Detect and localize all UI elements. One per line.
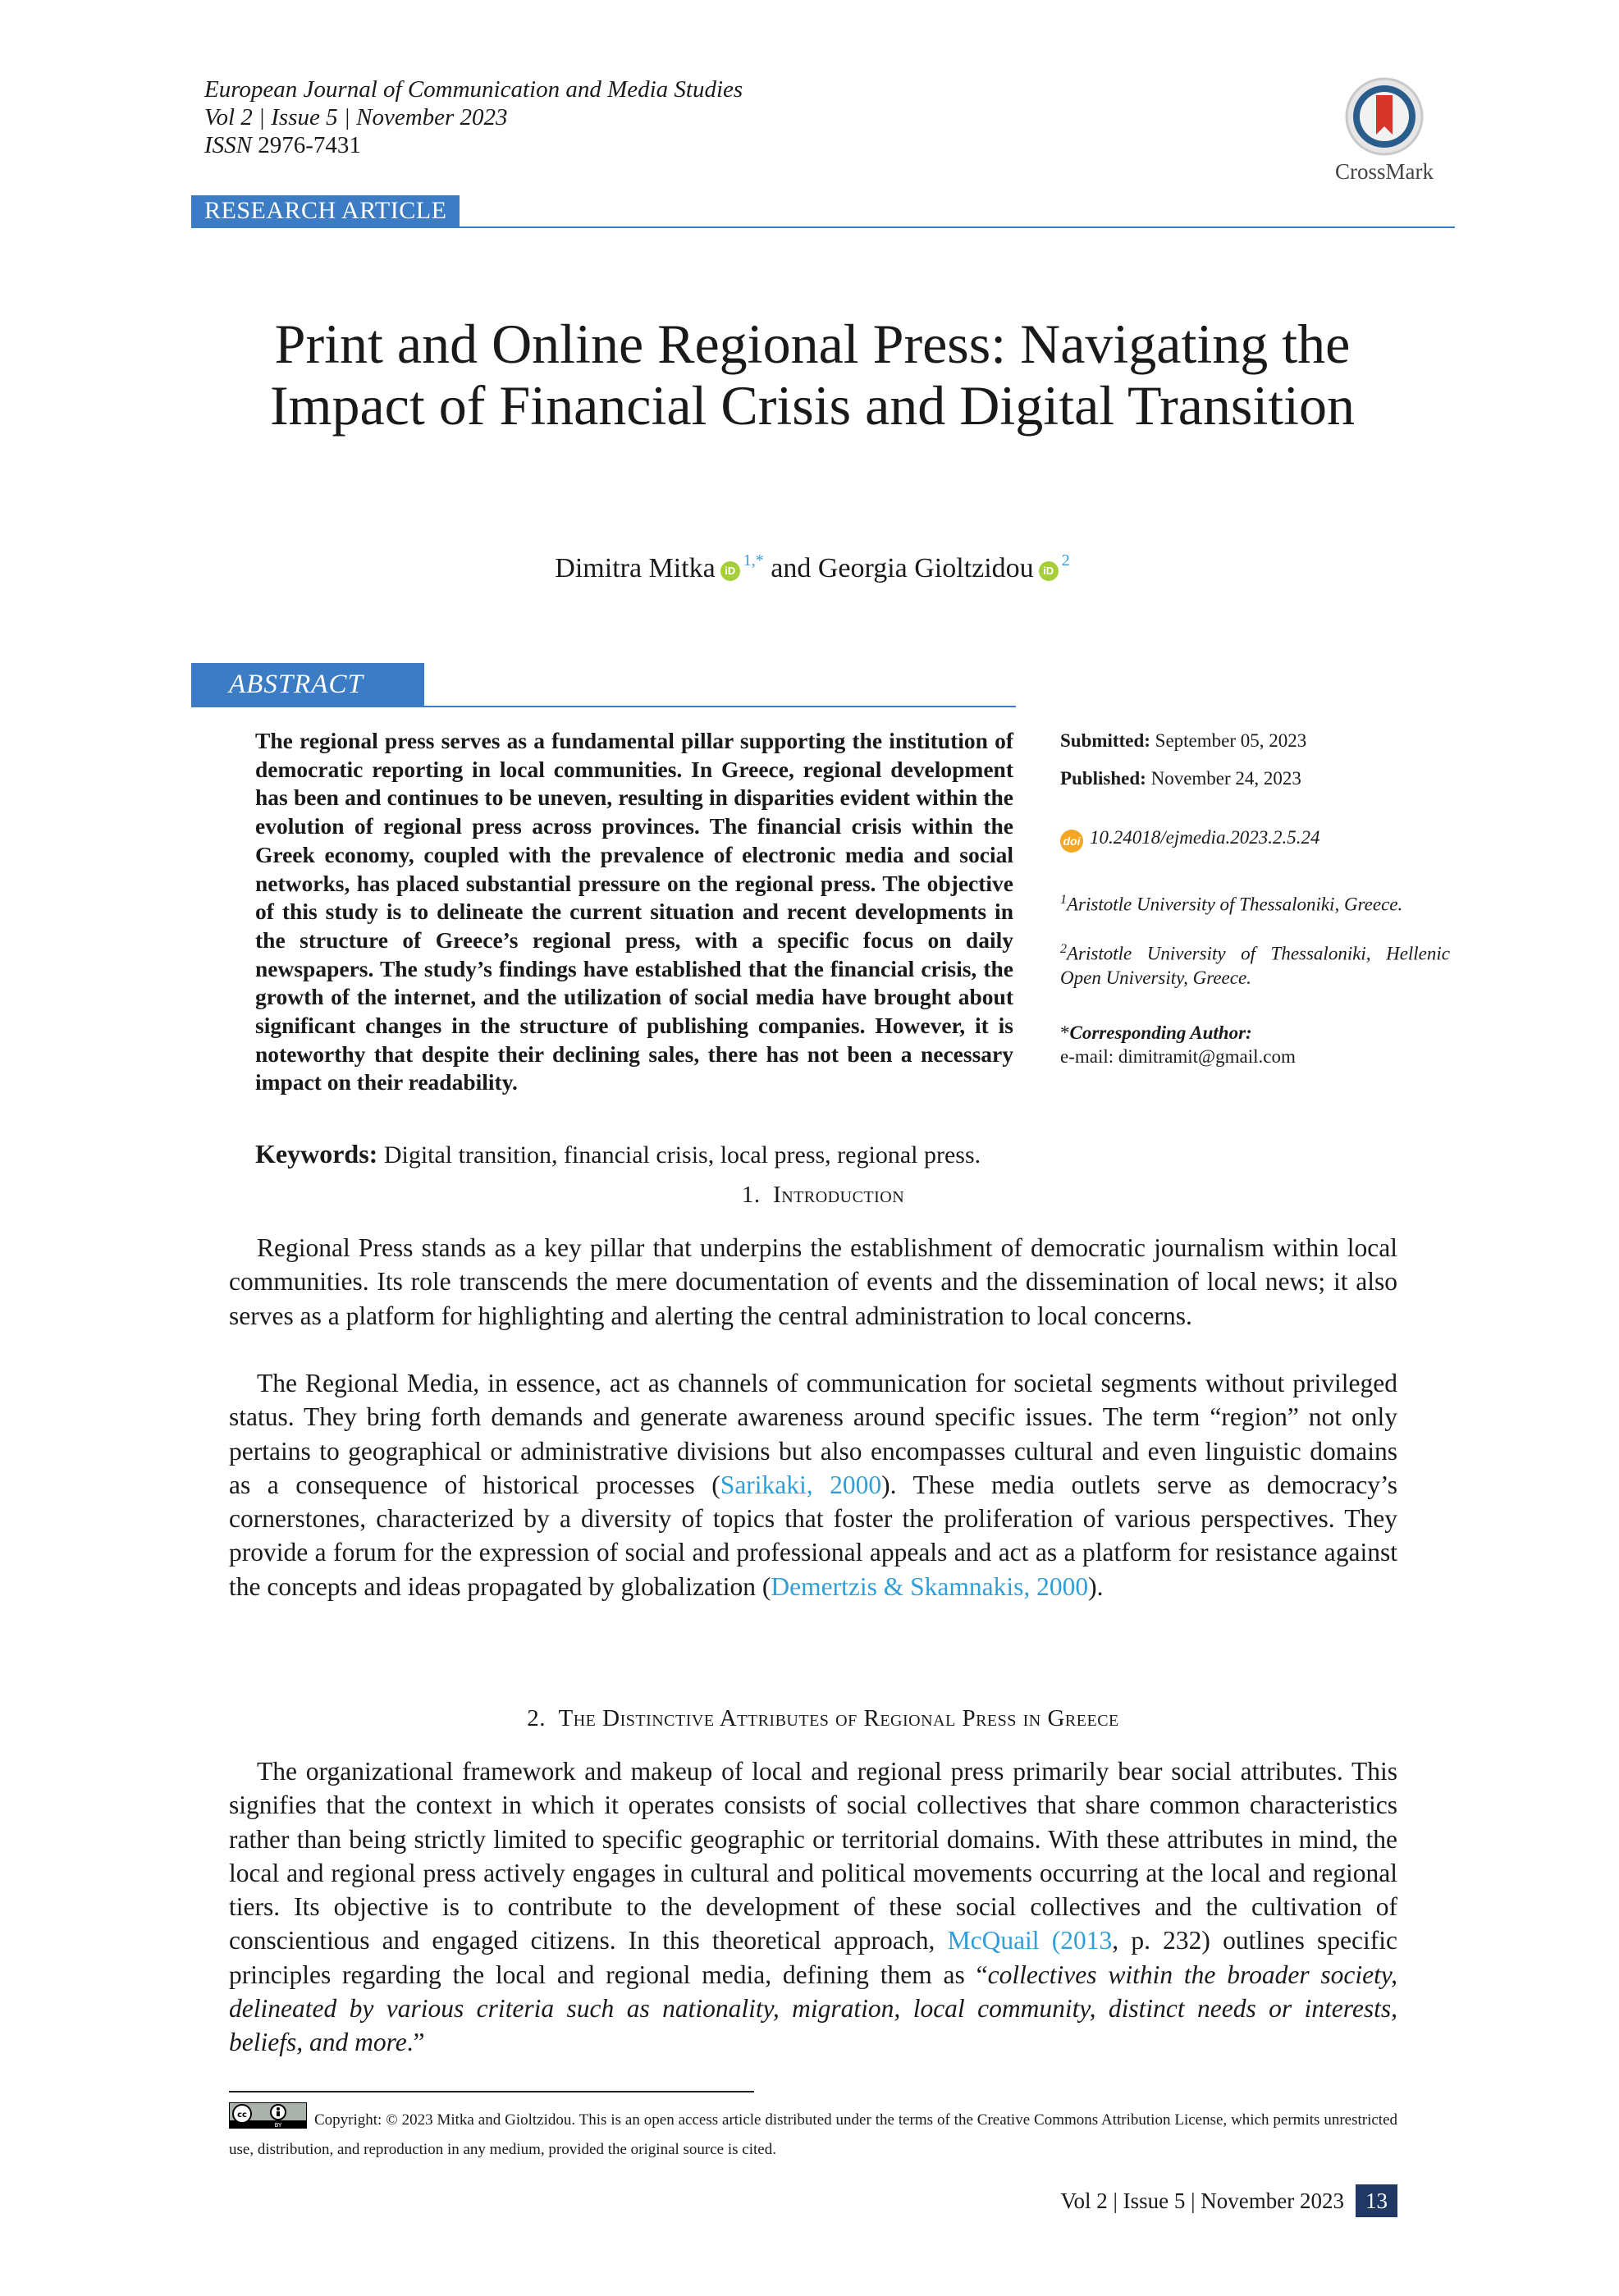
- abstract-label: ABSTRACT: [191, 663, 424, 706]
- published-date: November 24, 2023: [1150, 768, 1301, 789]
- section-1-paragraph-2: The Regional Media, in essence, act as channels of communication for societal segments without privileged status. They bring forth demands and generate awareness around specific issues. The term “region” not only pertains to geographical or administrative divisions but also encompasses cultural and even linguistic domains as a consequence of historical processes (Sarikaki, 2000). These media outlets serve as democracy’s cornerstones, characterized by a diversity of topics that foster the proliferation of various perspectives. They provide a forum for the expression of social and professional appeals and act as a platform for resistance against the concepts and ideas propagated by globalization (Demertzis & Skamnakis, 2000).: [229, 1369, 1397, 1601]
- corresponding-label: Corresponding Author:: [1069, 1022, 1252, 1043]
- footer-issue: Vol 2 | Issue 5 | November 2023: [1060, 2189, 1344, 2213]
- author-2-affiliation-mark: 2: [1061, 551, 1070, 569]
- section-2-paragraph-1: The organizational framework and makeup of local and regional press primarily bear social attributes. This signifies that the context in which it operates consists of social collectives that share common characteristics rather than being strictly limited to specific geographic or territorial domains. With these attributes in mind, the local and regional press actively engages in cultural and political movements occurring at the local and regional tiers. Its objective is to contribute to the development of these social collectives and the cultivation of conscientious and engaged citizens. In this theoretical approach, McQuail (2013, p. 232) outlines specific principles regarding the local and regional media, defining them as “collectives within the broader society, delineated by various criteria such as nationality, migration, local community, distinct needs or interests, beliefs, and more.”: [229, 1757, 1397, 2057]
- crossmark-icon: [1343, 75, 1425, 158]
- issn-label: ISSN: [204, 132, 252, 158]
- affiliation-2-number: 2: [1060, 942, 1067, 956]
- page-number: 13: [1356, 2184, 1397, 2217]
- svg-text:cc: cc: [237, 2111, 247, 2120]
- issn-number: 2976-7431: [258, 132, 361, 158]
- corresponding-author: [1060, 1021, 1450, 1068]
- affiliation-1-number: 1: [1060, 893, 1067, 907]
- published-info: [1060, 766, 1450, 790]
- section-1-paragraph-1: Regional Press stands as a key pillar that underpins the establishment of democratic journalism within local communities. Its role transcends the mere documentation of events and the dissemination of local news; it also serves as a platform for highlighting and alerting the central administration to local concerns.: [229, 1233, 1397, 1330]
- copyright-notice: Copyright: © 2023 Mitka and Gioltzidou. This is an open access article distributed under the terms of the Creative Commons Attribution License, which permits unrestricted use, distribution, and reproduction in any medium, provided the original source is cited.: [229, 2111, 1397, 2158]
- submitted-label: Submitted:: [1060, 730, 1150, 751]
- section-1-heading: [191, 1182, 1455, 1209]
- author-connector: and: [771, 553, 812, 583]
- citation-link[interactable]: McQuail (2013: [947, 1926, 1113, 1955]
- article-title: Print and Online Regional Press: Navigating the Impact of Financial Crisis and Digital Transition: [269, 313, 1356, 437]
- author-1-affiliation-mark: 1,*: [743, 551, 764, 569]
- article-type-label: RESEARCH ARTICLE: [191, 195, 460, 226]
- journal-issue: Vol 2 | Issue 5 | November 2023: [204, 104, 508, 130]
- journal-issn: [204, 131, 743, 159]
- crossmark-label: CrossMark: [1335, 159, 1434, 184]
- affiliation-2: [1060, 937, 1450, 990]
- doi-link[interactable]: [1060, 826, 1450, 853]
- journal-name: European Journal of Communication and Media Studies: [204, 76, 743, 103]
- crossmark-badge[interactable]: [1323, 75, 1446, 185]
- section-2-title: The Distinctive Attributes of Regional Press in Greece: [558, 1705, 1119, 1731]
- section-2-number: 2.: [527, 1705, 546, 1731]
- affiliation-2-text: Aristotle University of Thessaloniki, Hellenic Open University, Greece.: [1060, 943, 1450, 988]
- published-label: Published:: [1060, 768, 1146, 789]
- asterisk-icon: *: [1060, 1022, 1070, 1043]
- corresponding-email[interactable]: e-mail: dimitramit@gmail.com: [1060, 1046, 1296, 1067]
- submitted-info: [1060, 729, 1450, 752]
- citation-link[interactable]: Sarikaki, 2000: [720, 1470, 882, 1499]
- doi-icon: doi: [1060, 830, 1083, 853]
- journal-header: [204, 75, 743, 159]
- keywords: [255, 1139, 981, 1169]
- citation-link[interactable]: Demertzis & Skamnakis, 2000: [771, 1571, 1089, 1601]
- section-2-heading: [191, 1705, 1455, 1732]
- affiliation-1-text: Aristotle University of Thessaloniki, Greece.: [1067, 894, 1403, 915]
- svg-text:BY: BY: [274, 2122, 282, 2129]
- submitted-date: September 05, 2023: [1155, 730, 1307, 751]
- orcid-icon[interactable]: iD: [720, 561, 740, 581]
- section-1-title: Introduction: [773, 1182, 905, 1208]
- page-footer: [1026, 2184, 1397, 2217]
- keywords-text: Digital transition, financial crisis, local press, regional press.: [383, 1141, 981, 1169]
- author-line: [213, 551, 1411, 584]
- author-1-name: Dimitra Mitka: [555, 553, 716, 583]
- author-2-name: Georgia Gioltzidou: [817, 553, 1034, 583]
- footnote-divider: [229, 2091, 754, 2092]
- quote-text: collectives within the broader society, delineated by various criteria such as nationality, migration, local community, distinct needs or interests, beliefs, and more: [229, 1960, 1397, 2057]
- orcid-icon[interactable]: iD: [1039, 561, 1059, 581]
- affiliation-1: [1060, 888, 1450, 917]
- section-1-number: 1.: [741, 1182, 761, 1208]
- header-divider: [191, 226, 1455, 228]
- abstract-text: The regional press serves as a fundamental pillar supporting the institution of democratic reporting in local communities. In Greece, regional development has been and continues to be uneven, resulting in disparities evident within the evolution of regional press across provinces. The financial crisis within the Greek economy, coupled with the prevalence of electronic media and social networks, has placed substantial pressure on the regional press. The objective of this study is to delineate the current situation and recent developments in the structure of Greece’s regional press, with a specific focus on daily newspapers. The study’s findings have established that the financial crisis, the growth of the internet, and the utilization of social media have brought about significant changes in the structure of publishing companies. However, it is noteworthy that despite their declining sales, there has not been a necessary impact on their readability.: [255, 728, 1013, 1095]
- doi-text[interactable]: 10.24018/ejmedia.2023.2.5.24: [1090, 827, 1320, 848]
- abstract-divider: [191, 706, 1016, 707]
- keywords-label: Keywords:: [255, 1139, 378, 1169]
